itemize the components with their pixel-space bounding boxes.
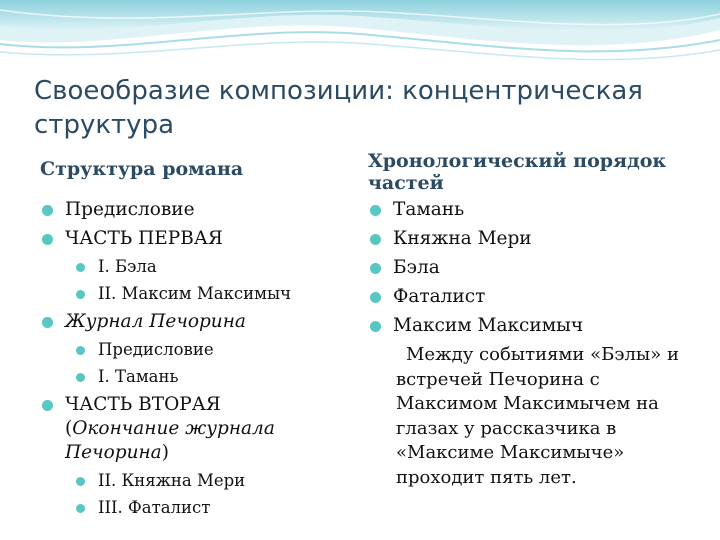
chronological-order-heading: Хронологический порядок частей (368, 150, 667, 194)
item-label-italic: Окончание журнала Печорина (65, 418, 275, 463)
list-item (368, 227, 698, 251)
list-item (73, 497, 340, 519)
bullet-icon (42, 234, 53, 245)
paren-open: ( (65, 418, 73, 439)
decorative-wave-header (0, 0, 720, 72)
list-item (368, 256, 698, 280)
item-label-upper: ЧАСТЬ ВТОРАЯ (65, 394, 221, 415)
sublist-container (40, 470, 340, 519)
list-item (40, 310, 340, 334)
list-item (73, 470, 340, 492)
list-item (368, 285, 698, 309)
item-label: Максим Максимыч (393, 315, 584, 336)
list-item (40, 393, 340, 465)
item-label: Фаталист (393, 286, 486, 307)
item-label: Предисловие (98, 340, 214, 359)
bullet-icon (76, 346, 85, 355)
bullet-icon (42, 205, 53, 216)
sublist (40, 256, 340, 305)
item-label: II. Максим Максимыч (98, 284, 292, 303)
bullet-icon (370, 205, 381, 216)
list-item (73, 366, 340, 388)
list-item (73, 256, 340, 278)
bullet-icon (76, 373, 85, 382)
item-label: Предисловие (65, 199, 195, 220)
item-label: III. Фаталист (98, 498, 211, 517)
sublist-container (40, 339, 340, 388)
chronological-order-column (368, 150, 698, 490)
bullet-icon (76, 290, 85, 299)
novel-structure-heading: Структура романа (40, 158, 244, 180)
item-label: I. Бэла (98, 257, 157, 276)
sublist (40, 470, 340, 519)
list-item (368, 198, 698, 222)
bullet-icon (42, 317, 53, 328)
list-item (73, 339, 340, 361)
list-item (368, 314, 698, 338)
list-item (40, 198, 340, 222)
bullet-icon (370, 292, 381, 303)
chronology-note: Между событиями «Бэлы» и встречей Печорина с Максимом Максимычем на глазах у рассказчика в «Максиме Максимыче» проходит пять лет. (396, 344, 679, 488)
bullet-icon (76, 477, 85, 486)
item-label: Княжна Мери (393, 228, 532, 249)
bullet-icon (42, 400, 53, 411)
item-label: I. Тамань (98, 367, 179, 386)
item-label: Тамань (393, 199, 465, 220)
item-label: Бэла (393, 257, 440, 278)
bullet-icon (76, 263, 85, 272)
bullet-icon (370, 321, 381, 332)
novel-structure-column (40, 150, 340, 524)
item-label: ЧАСТЬ ПЕРВАЯ (65, 228, 223, 249)
item-label: Журнал Печорина (65, 311, 246, 332)
sublist-container (40, 256, 340, 305)
list-item (40, 227, 340, 251)
list-item (73, 283, 340, 305)
bullet-icon (76, 504, 85, 513)
slide-title: Своеобразие композиции: концентрическая структура (34, 76, 643, 140)
bullet-icon (370, 234, 381, 245)
bullet-icon (370, 263, 381, 274)
chronological-order-list (368, 198, 698, 338)
paren-close: ) (161, 442, 169, 463)
novel-structure-list (40, 198, 340, 519)
item-label: II. Княжна Мери (98, 471, 246, 490)
sublist (40, 339, 340, 388)
